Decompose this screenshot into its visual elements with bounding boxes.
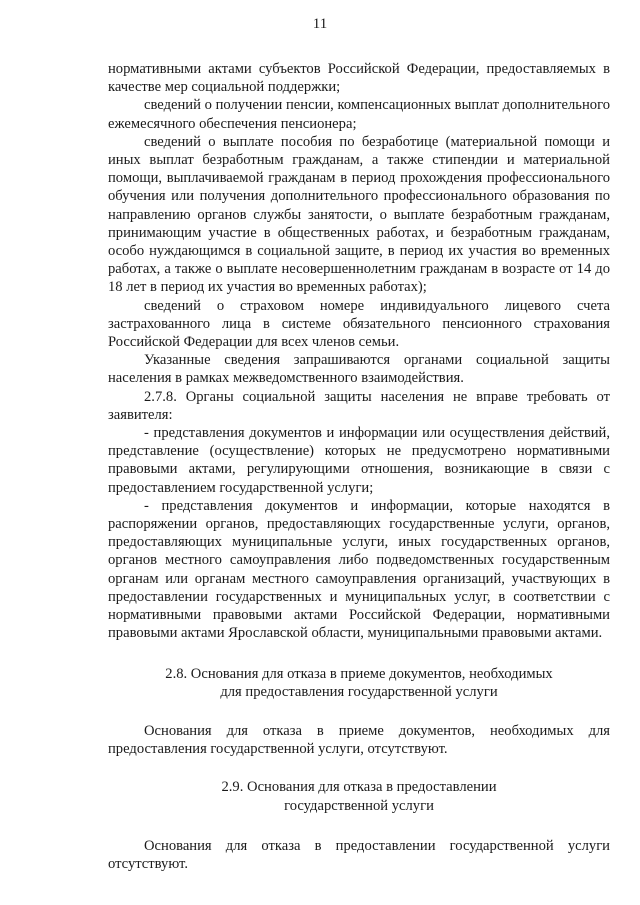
page-number: 11 xyxy=(312,16,328,32)
section-heading-2-8-line1: 2.8. Основания для отказа в приеме документов, необходимых xyxy=(165,665,553,682)
section-2-9-body: Основания для отказа в предоставлении государственной услуги отсутствуют. xyxy=(108,837,610,872)
paragraph-insurance-number: сведений о страховом номере индивидуального лицевого счета застрахованного лица в системе обязательного пенсионного страхования Российской Федерации для всех членов семьи. xyxy=(108,297,610,351)
document-body xyxy=(108,60,610,873)
paragraph-unemployment-benefits: сведений о выплате пособия по безработице (материальной помощи и иных выплат безработным гражданам, а также стипендии и материальной помощи, выплачиваемой гражданам в период прохождения профессионального обучения или получения дополнительного профессионального образования по направлению органов службы занятости, о выплате безработным гражданам, принимающим участие в общественных работах, и безработным гражданам, особо нуждающимся в социальной защите, в период их участия во временных работах, а также о выплате несовершеннолетним гражданам в возрасте от 14 до 18 лет в период их участия во временных работах); xyxy=(108,133,610,296)
section-heading-2-9-line1: 2.9. Основания для отказа в предоставлении xyxy=(221,779,497,796)
section-heading-2-9-line2: государственной услуги xyxy=(284,797,434,814)
section-heading-2-8 xyxy=(108,665,610,701)
section-2-8-body: Основания для отказа в приеме документов, необходимых для предоставления государственной услуги, отсутствуют. xyxy=(108,722,610,758)
paragraph-pension-info: сведений о получении пенсии, компенсационных выплат дополнительного ежемесячного обеспечения пенсионера; xyxy=(108,97,610,132)
paragraph-2-7-8: 2.7.8. Органы социальной защиты населения не вправе требовать от заявителя: xyxy=(108,388,610,423)
section-heading-2-9 xyxy=(108,778,610,814)
paragraph-continuation: нормативными актами субъектов Российской Федерации, предоставляемых в качестве мер социальной поддержки; xyxy=(108,61,610,96)
list-item-documents-in-possession: - представления документов и информации, которые находятся в распоряжении органов, предоставляющих государственные услуги, органов, предоставляющих муниципальные услуги, иных государственных органов, органов местного самоуправления либо подведомственных государственным органам или органам местного самоуправления организаций, участвующих в предоставлении государственных и муниципальных услуг, в соответствии с нормативными правовыми актами Российской Федерации, нормативными правовыми актами Ярославской области, муниципальными правовыми актами. xyxy=(108,497,610,642)
list-item-documents-not-required: - представления документов и информации или осуществления действий, представление (осуществление) которых не предусмотрено нормативными правовыми актами, регулирующими отношения, возникающие в связи с предоставлением государственной услуги; xyxy=(108,425,610,496)
section-heading-2-8-line2: для предоставления государственной услуги xyxy=(220,683,498,700)
paragraph-interagency-request: Указанные сведения запрашиваются органами социальной защиты населения в рамках межведомственного взаимодействия. xyxy=(108,352,610,387)
